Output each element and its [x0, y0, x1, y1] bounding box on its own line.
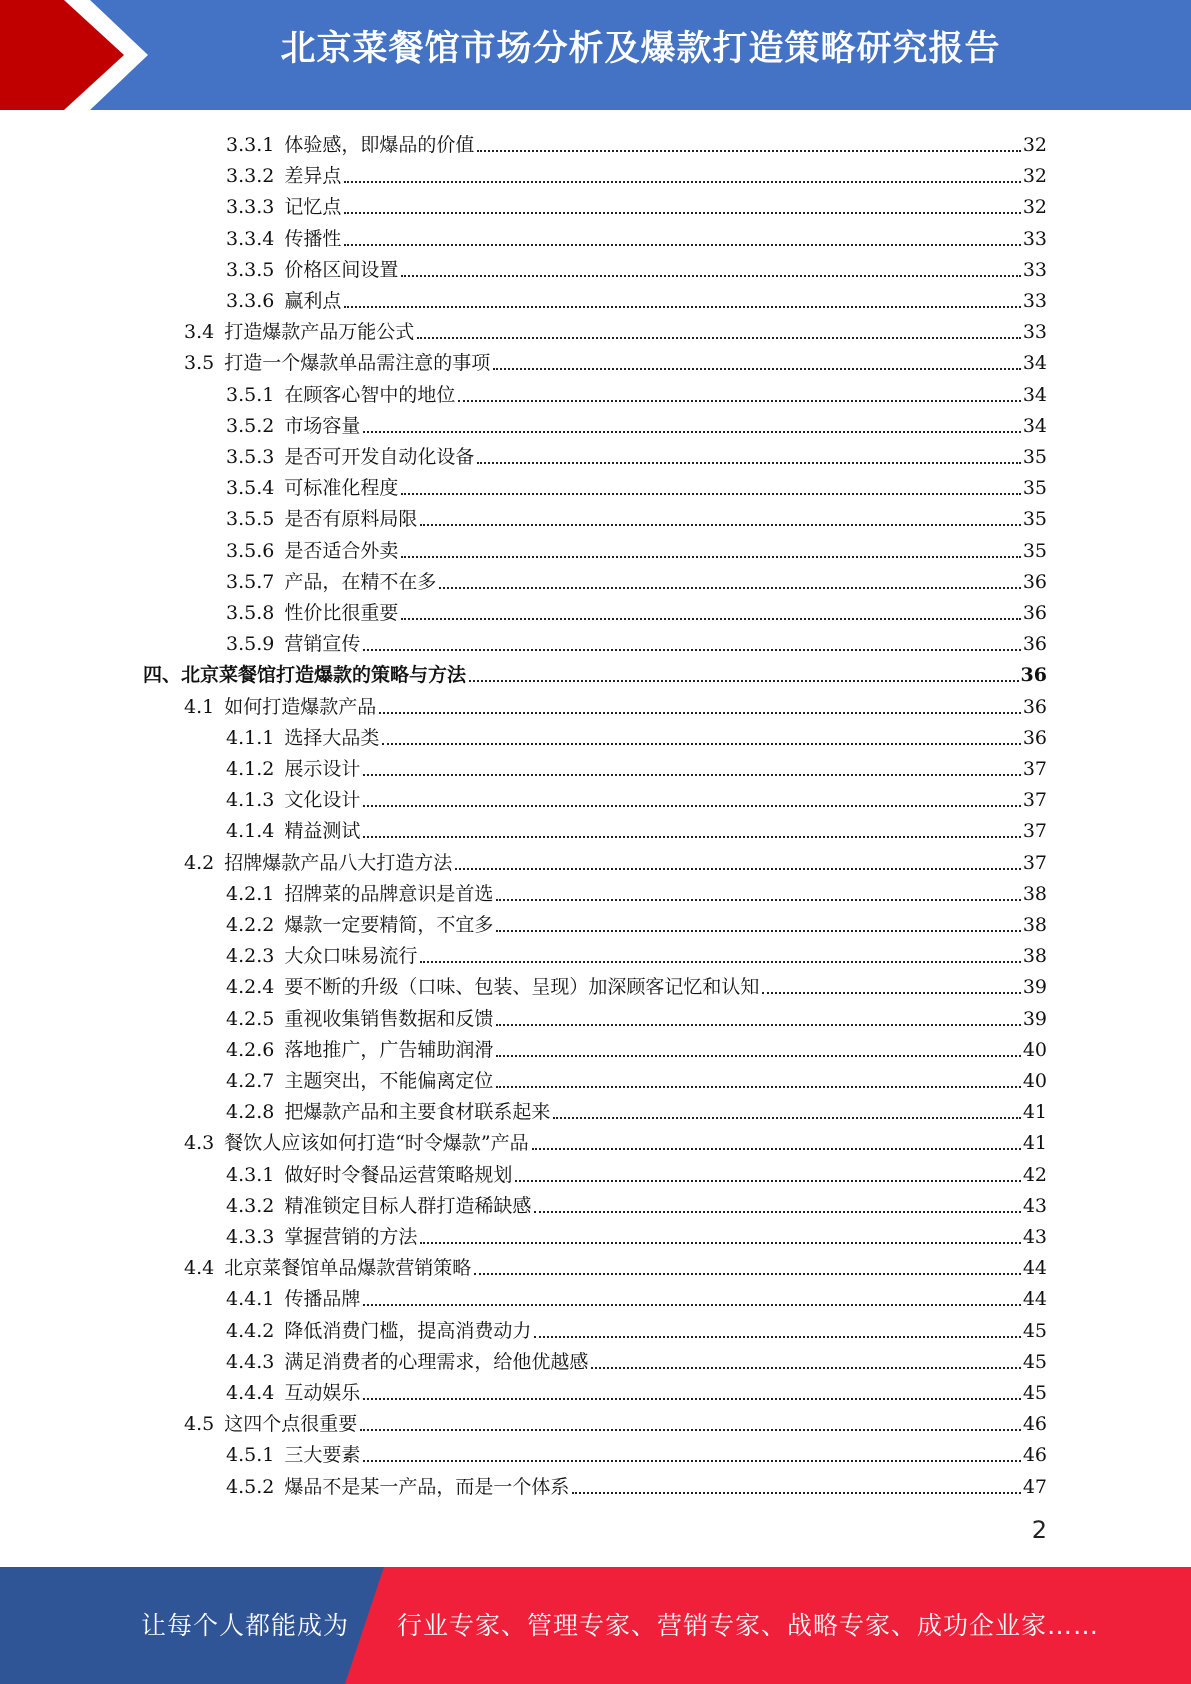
toc-entry-page: 33	[1022, 258, 1047, 281]
toc-entry-title: 打造一个爆款单品需注意的事项	[224, 352, 491, 375]
toc-entry[interactable]	[226, 1469, 1047, 1500]
toc-entry-number: 4.2.8	[226, 1101, 275, 1124]
toc-entry-title: 主题突出，不能偏离定位	[284, 1070, 494, 1092]
toc-dot-leader	[344, 244, 1020, 246]
toc-entry-number: 3.5.2	[226, 414, 275, 437]
toc-entry[interactable]	[226, 813, 1047, 844]
toc-entry-title: 是否可开发自动化设备	[284, 446, 475, 468]
toc-entry-number: 3.5.3	[226, 446, 275, 468]
toc-entry[interactable]	[226, 189, 1047, 220]
toc-entry[interactable]	[226, 595, 1047, 626]
toc-entry-number: 4.2	[184, 851, 215, 874]
toc-entry-number: 3.5.7	[226, 570, 275, 593]
toc-dot-leader	[401, 556, 1020, 558]
toc-entry-number: 4.2.1	[226, 882, 275, 905]
toc-entry[interactable]	[226, 1313, 1047, 1344]
toc-dot-leader	[515, 1180, 1020, 1182]
toc-dot-leader	[439, 587, 1020, 589]
footer-banner	[0, 1567, 1191, 1684]
toc-entry[interactable]	[226, 1032, 1047, 1063]
toc-entry-page: 45	[1022, 1382, 1047, 1404]
toc-entry[interactable]	[226, 1001, 1047, 1032]
toc-entry[interactable]	[226, 1188, 1047, 1219]
toc-entry[interactable]	[226, 1063, 1047, 1094]
toc-dot-leader	[360, 1429, 1021, 1431]
toc-entry-page: 46	[1022, 1413, 1047, 1436]
toc-entry-page: 33	[1022, 321, 1047, 344]
toc-entry-title: 打造爆款产品万能公式	[224, 321, 415, 344]
toc-entry-number: 4.2.2	[226, 914, 275, 936]
toc-entry-title: 餐饮人应该如何打造“时令爆款”产品	[224, 1132, 529, 1155]
toc-entry-page: 34	[1022, 352, 1047, 375]
toc-entry-number: 3.3.4	[226, 227, 275, 250]
toc-entry-title: 差异点	[284, 165, 342, 188]
toc-entry-page: 38	[1022, 914, 1047, 936]
toc-entry-number: 3.3.3	[226, 196, 275, 219]
toc-entry-number: 3.3.6	[226, 290, 275, 312]
toc-entry-number: 4.2.5	[226, 1007, 275, 1030]
toc-entry-number: 4.4.2	[226, 1319, 275, 1342]
toc-dot-leader	[420, 961, 1020, 963]
toc-entry-page: 35	[1022, 446, 1047, 468]
toc-entry-title: 精准锁定目标人群打造稀缺感	[284, 1194, 532, 1217]
toc-entry[interactable]	[184, 1406, 1047, 1437]
toc-entry[interactable]	[226, 938, 1047, 969]
toc-entry-title: 记忆点	[284, 196, 342, 219]
toc-entry-title: 招牌菜的品牌意识是首选	[284, 882, 494, 905]
toc-entry-title: 体验感，即爆品的价值	[284, 134, 475, 156]
toc-dot-leader	[532, 1148, 1021, 1150]
toc-entry-title: 做好时令餐品运营策略规划	[284, 1163, 513, 1186]
toc-entry-page: 32	[1022, 196, 1047, 219]
toc-entry[interactable]	[226, 1437, 1047, 1468]
toc-entry-number: 3.3.5	[226, 258, 275, 281]
toc-entry-number: 4.4.3	[226, 1350, 275, 1373]
toc-entry-title: 选择大品类	[284, 726, 380, 749]
toc-dot-leader	[572, 1492, 1020, 1494]
toc-entry[interactable]	[226, 907, 1047, 938]
toc-entry[interactable]	[226, 969, 1047, 1000]
toc-entry-title: 招牌爆款产品八大打造方法	[224, 851, 453, 874]
toc-entry-number: 4.2.4	[226, 976, 275, 999]
toc-entry-page: 35	[1022, 477, 1047, 500]
toc-entry-number: 4.4.1	[226, 1288, 275, 1311]
toc-entry-title: 产品，在精不在多	[284, 570, 437, 593]
toc-entry[interactable]	[143, 657, 1047, 688]
toc-dot-leader	[455, 868, 1021, 870]
toc-entry[interactable]	[226, 720, 1047, 751]
toc-entry-page: 34	[1022, 383, 1047, 406]
toc-dot-leader	[496, 1055, 1020, 1057]
toc-entry-title: 爆款一定要精简，不宜多	[284, 914, 494, 936]
toc-entry-page: 36	[1022, 695, 1047, 718]
toc-entry-number: 4.4	[184, 1257, 215, 1280]
toc-entry-page: 32	[1022, 134, 1047, 156]
toc-entry[interactable]	[226, 533, 1047, 564]
toc-entry-page: 32	[1022, 165, 1047, 188]
toc-entry-page: 41	[1022, 1132, 1047, 1155]
toc-entry-page: 36	[1022, 633, 1047, 656]
toc-entry[interactable]	[184, 345, 1047, 376]
toc-entry-number: 3.3.1	[226, 134, 275, 156]
toc-entry[interactable]	[226, 1157, 1047, 1188]
toc-entry-title: 四、北京菜餐馆打造爆款的策略与方法	[143, 664, 467, 687]
toc-entry[interactable]	[226, 626, 1047, 657]
toc-entry-number: 3.5.5	[226, 508, 275, 531]
toc-entry-number: 4.5.1	[226, 1444, 275, 1467]
toc-entry-page: 36	[1020, 664, 1047, 687]
toc-entry[interactable]	[226, 1219, 1047, 1250]
toc-entry-title: 精益测试	[284, 820, 361, 843]
toc-entry[interactable]	[226, 127, 1047, 158]
toc-entry-number: 3.5.1	[226, 383, 275, 406]
toc-entry-number: 4.5	[184, 1413, 215, 1436]
toc-dot-leader	[363, 836, 1020, 838]
toc-entry-page: 37	[1022, 851, 1047, 874]
toc-entry-title: 北京菜餐馆单品爆款营销策略	[224, 1257, 472, 1280]
toc-dot-leader	[496, 1086, 1020, 1088]
toc-entry-number: 4.2.3	[226, 945, 275, 968]
toc-entry-number: 3.5.9	[226, 633, 275, 656]
toc-entry-title: 价格区间设置	[284, 258, 399, 281]
page-number: 2	[1031, 1516, 1047, 1544]
toc-entry-number: 3.5.4	[226, 477, 275, 500]
toc-entry-page: 36	[1022, 570, 1047, 593]
toc-entry-page: 45	[1022, 1350, 1047, 1373]
toc-dot-leader	[591, 1367, 1020, 1369]
toc-entry-title: 营销宣传	[284, 633, 361, 656]
toc-dot-leader	[401, 493, 1020, 495]
toc-entry[interactable]	[226, 158, 1047, 189]
chevron-arrow-logo-icon	[0, 0, 160, 110]
toc-entry[interactable]	[226, 470, 1047, 501]
toc-entry[interactable]	[226, 876, 1047, 907]
toc-entry[interactable]	[226, 751, 1047, 782]
toc-dot-leader	[496, 1024, 1020, 1026]
toc-entry-number: 4.2.6	[226, 1038, 275, 1061]
toc-entry-number: 4.4.4	[226, 1382, 275, 1404]
toc-dot-leader	[469, 680, 1019, 682]
toc-entry-title: 可标准化程度	[284, 477, 399, 500]
toc-entry[interactable]	[226, 782, 1047, 813]
toc-entry-page: 38	[1022, 882, 1047, 905]
toc-entry-page: 33	[1022, 290, 1047, 312]
toc-entry[interactable]	[226, 377, 1047, 408]
toc-entry-title: 展示设计	[284, 758, 361, 780]
toc-dot-leader	[363, 649, 1020, 651]
toc-entry-page: 40	[1022, 1070, 1047, 1092]
toc-entry-page: 35	[1022, 539, 1047, 562]
toc-dot-leader	[493, 368, 1021, 370]
toc-entry-page: 39	[1022, 976, 1047, 999]
toc-entry-title: 把爆款产品和主要食材联系起来	[284, 1101, 551, 1124]
toc-entry-number: 3.4	[184, 321, 215, 344]
toc-entry-title: 落地推广，广告辅助润滑	[284, 1038, 494, 1061]
footer-slogan-right: 行业专家、管理专家、营销专家、战略专家、成功企业家……	[397, 1611, 1100, 1640]
toc-entry-title: 爆品不是某一产品，而是一个体系	[284, 1475, 570, 1498]
toc-entry-page: 37	[1022, 789, 1047, 812]
toc-entry-number: 3.5.8	[226, 602, 275, 624]
toc-dot-leader	[420, 1242, 1020, 1244]
toc-entry-page: 43	[1022, 1226, 1047, 1248]
toc-entry-number: 4.3.1	[226, 1163, 275, 1186]
report-title: 北京菜餐馆市场分析及爆款打造策略研究报告	[280, 29, 1001, 69]
toc-entry-page: 45	[1022, 1319, 1047, 1342]
toc-entry-title: 满足消费者的心理需求，给他优越感	[284, 1350, 589, 1373]
toc-entry[interactable]	[226, 1375, 1047, 1406]
toc-entry-number: 4.1.2	[226, 758, 275, 780]
header-banner	[0, 0, 1191, 110]
toc-entry-title: 市场容量	[284, 414, 361, 437]
toc-dot-leader	[382, 743, 1020, 745]
toc-entry-title: 赢利点	[284, 290, 342, 312]
toc-entry-number: 4.1.3	[226, 789, 275, 812]
toc-entry-title: 掌握营销的方法	[284, 1226, 418, 1248]
toc-entry-page: 34	[1022, 414, 1047, 437]
toc-dot-leader	[344, 306, 1020, 308]
toc-dot-leader	[363, 1304, 1020, 1306]
toc-entry-page: 40	[1022, 1038, 1047, 1061]
toc-dot-leader	[344, 181, 1020, 183]
toc-entry-number: 4.3.3	[226, 1226, 275, 1248]
toc-entry-number: 4.3	[184, 1132, 215, 1155]
toc-entry-page: 37	[1022, 758, 1047, 780]
toc-entry-title: 是否有原料局限	[284, 508, 418, 531]
toc-entry-number: 3.5.6	[226, 539, 275, 562]
toc-entry-title: 在顾客心智中的地位	[284, 383, 456, 406]
toc-dot-leader	[474, 1273, 1021, 1275]
toc-entry-title: 这四个点很重要	[224, 1413, 358, 1436]
toc-entry-page: 39	[1022, 1007, 1047, 1030]
toc-entry-page: 44	[1022, 1288, 1047, 1311]
toc-dot-leader	[379, 712, 1021, 714]
toc-dot-leader	[363, 774, 1020, 776]
toc-entry[interactable]	[226, 221, 1047, 252]
toc-entry-title: 互动娱乐	[284, 1382, 361, 1404]
toc-entry[interactable]	[184, 689, 1047, 720]
toc-dot-leader	[534, 1336, 1020, 1338]
toc-entry-number: 4.5.2	[226, 1475, 275, 1498]
toc-dot-leader	[496, 930, 1020, 932]
toc-dot-leader	[420, 524, 1020, 526]
toc-entry-title: 传播性	[284, 227, 342, 250]
toc-entry-number: 3.5	[184, 352, 215, 375]
toc-entry[interactable]	[226, 252, 1047, 283]
toc-entry-page: 36	[1022, 726, 1047, 749]
toc-dot-leader	[762, 992, 1020, 994]
toc-dot-leader	[458, 400, 1020, 402]
toc-entry[interactable]	[184, 845, 1047, 876]
toc-entry-page: 33	[1022, 227, 1047, 250]
toc-dot-leader	[363, 1460, 1020, 1462]
toc-entry-title: 是否适合外卖	[284, 539, 399, 562]
toc-dot-leader	[363, 805, 1020, 807]
toc-entry-page: 38	[1022, 945, 1047, 968]
toc-dot-leader	[344, 212, 1020, 214]
toc-entry-title: 性价比很重要	[284, 602, 399, 624]
toc-entry-page: 46	[1022, 1444, 1047, 1467]
toc-entry-number: 4.1.4	[226, 820, 275, 843]
toc-entry-number: 3.3.2	[226, 165, 275, 188]
toc-entry-title: 三大要素	[284, 1444, 361, 1467]
toc-dot-leader	[363, 1398, 1020, 1400]
toc-entry-title: 降低消费门槛，提高消费动力	[284, 1319, 532, 1342]
toc-entry[interactable]	[226, 1281, 1047, 1312]
toc-entry[interactable]	[226, 439, 1047, 470]
toc-dot-leader	[363, 431, 1020, 433]
toc-entry-page: 37	[1022, 820, 1047, 843]
toc-dot-leader	[477, 462, 1020, 464]
toc-entry-title: 重视收集销售数据和反馈	[284, 1007, 494, 1030]
toc-entry-page: 43	[1022, 1194, 1047, 1217]
toc-entry-page: 41	[1022, 1101, 1047, 1124]
toc-dot-leader	[534, 1211, 1020, 1213]
toc-entry[interactable]	[184, 1250, 1047, 1281]
toc-dot-leader	[417, 337, 1021, 339]
toc-dot-leader	[401, 275, 1020, 277]
toc-entry-number: 4.3.2	[226, 1194, 275, 1217]
toc-entry-page: 44	[1022, 1257, 1047, 1280]
toc-entry[interactable]	[226, 501, 1047, 532]
toc-entry-title: 传播品牌	[284, 1288, 361, 1311]
toc-entry[interactable]	[184, 314, 1047, 345]
toc-dot-leader	[496, 899, 1020, 901]
toc-entry-page: 36	[1022, 602, 1047, 624]
toc-entry-page: 47	[1022, 1475, 1047, 1498]
toc-entry[interactable]	[184, 1125, 1047, 1156]
toc-entry-number: 4.2.7	[226, 1070, 275, 1092]
toc-entry-title: 要不断的升级（口味、包装、呈现）加深顾客记忆和认知	[284, 976, 760, 999]
toc-dot-leader	[553, 1117, 1020, 1119]
toc-dot-leader	[401, 618, 1020, 620]
toc-dot-leader	[477, 150, 1020, 152]
toc-entry[interactable]	[226, 564, 1047, 595]
toc-entry[interactable]	[226, 1094, 1047, 1125]
toc-entry-page: 35	[1022, 508, 1047, 531]
toc-entry-number: 4.1	[184, 695, 215, 718]
toc-entry-title: 文化设计	[284, 789, 361, 812]
toc-entry-title: 大众口味易流行	[284, 945, 418, 968]
toc-entry-number: 4.1.1	[226, 726, 275, 749]
toc-entry[interactable]	[226, 408, 1047, 439]
toc-entry[interactable]	[226, 1344, 1047, 1375]
footer-slogan-left: 让每个人都能成为	[141, 1611, 350, 1640]
toc-entry-title: 如何打造爆款产品	[224, 695, 377, 718]
toc-entry[interactable]	[226, 283, 1047, 314]
toc-entry-page: 42	[1022, 1163, 1047, 1186]
